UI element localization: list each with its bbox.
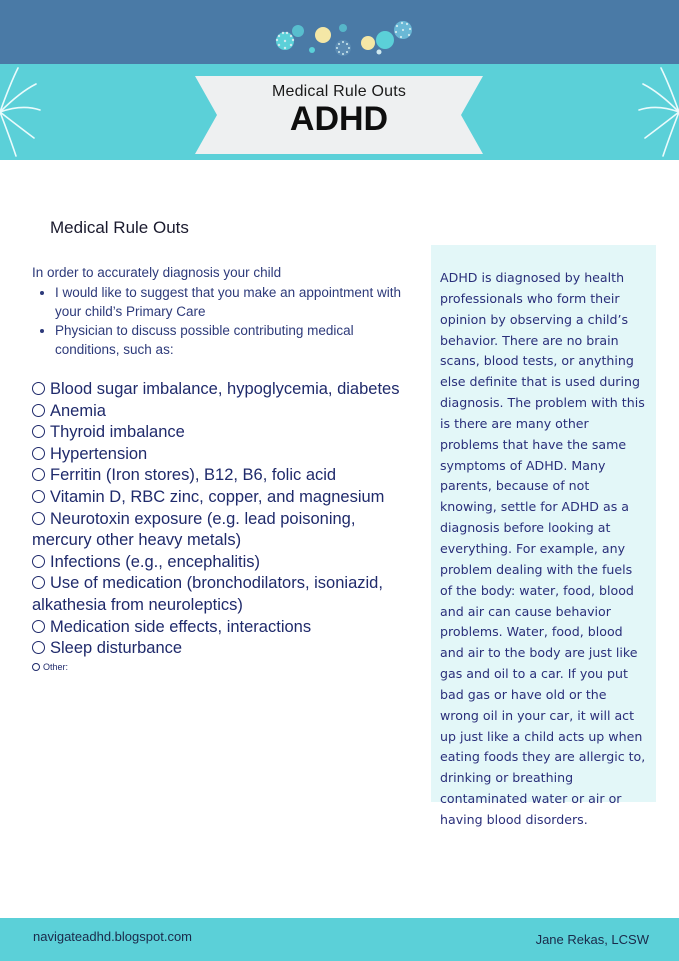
decorative-fan-left	[0, 64, 60, 160]
banner-subtitle: Medical Rule Outs	[271, 83, 407, 100]
radio-circle-icon[interactable]	[32, 404, 45, 417]
checklist-item-label: Ferritin (Iron stores), B12, B6, folic acid	[50, 466, 337, 485]
radio-circle-icon[interactable]	[32, 641, 45, 654]
sidebar-text: ADHD is diagnosed by health professionals who form their opinion by observing a child’s behavior. There are no brain scans, blood tests, or anything else definite that is used during diagnosis. The problem with this is there are many other problems that have the same symptoms of ADHD. Many parents, because of not knowing, settle for ADHD as a diagnosis before looking at everything. For example, any problem dealing with the fuels of the body: water, food, blood and air can cause behavior problems. Water, food, blood and air to the body are just like gas and oil to a car. If you put bad gas or have old or the wrong oil in your car, it will act up just like a child acts up when eating foods they are allergic to, drinking or breathing contaminated water or air or having blood disorders.	[440, 270, 646, 827]
checklist-item[interactable]	[32, 509, 417, 552]
checklist-item[interactable]	[32, 379, 417, 401]
footer-author: Jane Rekas, LCSW	[535, 932, 649, 947]
banner-title: ADHD	[289, 100, 389, 138]
checklist-item[interactable]	[32, 573, 417, 616]
radio-circle-icon[interactable]	[32, 490, 45, 503]
checklist-item-label: Thyroid imbalance	[50, 423, 185, 442]
intro-block	[32, 263, 412, 359]
checklist-item[interactable]	[32, 444, 417, 466]
footer	[0, 918, 679, 961]
bullet-item: • I would like to suggest that you make an appointment with your child’s Primary Care	[55, 283, 412, 321]
radio-circle-icon[interactable]	[32, 576, 45, 589]
checklist-item[interactable]	[32, 465, 417, 487]
radio-circle-icon[interactable]	[32, 382, 45, 395]
checklist-item-label: Vitamin D, RBC zinc, copper, and magnesium	[50, 487, 385, 506]
radio-circle-icon[interactable]	[32, 620, 45, 633]
other-label: Other:	[43, 661, 69, 672]
checklist-item-label: Anemia	[50, 401, 106, 420]
decorative-dots	[265, 14, 425, 60]
intro-text: In order to accurately diagnosis your child	[32, 265, 282, 280]
checklist-item-label: Hypertension	[50, 444, 148, 463]
checklist-item-label: Infections (e.g., encephalitis)	[50, 552, 261, 571]
section-heading: Medical Rule Outs	[50, 218, 189, 237]
radio-circle-icon[interactable]	[32, 425, 45, 438]
radio-circle-icon[interactable]	[32, 663, 40, 671]
info-sidebar	[431, 245, 656, 827]
intro-bullets	[32, 283, 412, 359]
checklist-item-label: Use of medication (bronchodilators, isoniazid, alkathesia from neuroleptics)	[32, 574, 383, 614]
checklist-item[interactable]	[32, 617, 417, 639]
checklist-item-label: Neurotoxin exposure (e.g. lead poisoning, mercury other heavy metals)	[32, 509, 356, 550]
radio-circle-icon[interactable]	[32, 447, 45, 460]
radio-circle-icon[interactable]	[32, 555, 45, 568]
checklist-item-label: Medication side effects, interactions	[50, 617, 312, 636]
decorative-fan-right	[619, 64, 679, 160]
footer-website: navigateadhd.blogspot.com	[33, 929, 193, 944]
conditions-checklist	[32, 379, 417, 673]
radio-circle-icon[interactable]	[32, 468, 45, 481]
bullet-item: • Physician to discuss possible contributing medical conditions, such as:	[55, 321, 412, 359]
checklist-item[interactable]	[32, 552, 417, 574]
checklist-item[interactable]	[32, 401, 417, 423]
radio-circle-icon[interactable]	[32, 512, 45, 525]
checklist-item-label: Sleep disturbance	[50, 639, 183, 658]
title-ribbon	[195, 76, 483, 154]
checklist-item-label: Blood sugar imbalance, hypoglycemia, diabetes	[50, 380, 400, 398]
checklist-item[interactable]	[32, 638, 417, 660]
checklist-item[interactable]	[32, 422, 417, 444]
checklist-item[interactable]	[32, 487, 417, 509]
checklist-other[interactable]	[32, 661, 417, 673]
